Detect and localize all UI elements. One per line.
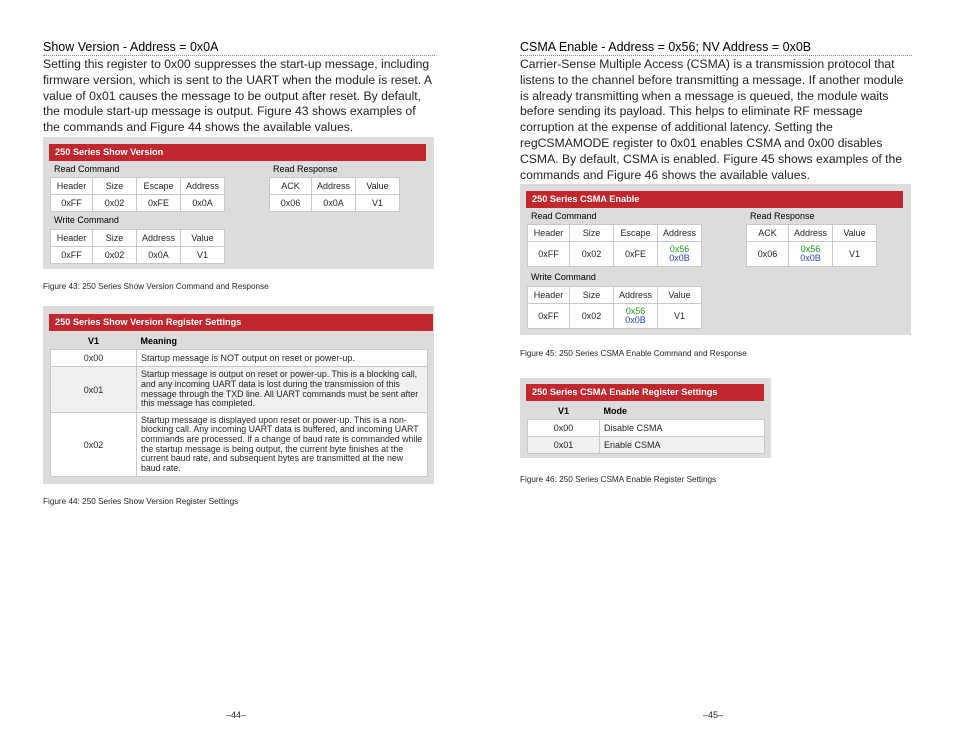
value-cell: 0x01	[528, 437, 600, 454]
table-row	[51, 413, 428, 477]
page-number: –45–	[703, 710, 724, 720]
table-header-cell: ACK	[270, 178, 312, 195]
table-cell: V1	[658, 304, 702, 329]
table-cell: V1	[833, 242, 877, 267]
read-command-label: Read Command	[54, 164, 120, 174]
mode-cell: Disable CSMA	[600, 420, 765, 437]
value-cell: 0x01	[51, 367, 137, 413]
section-title: Show Version - Address = 0x0A	[43, 40, 435, 56]
figure-46-caption: Figure 46: 250 Series CSMA Enable Register Settings	[520, 475, 717, 484]
table-header-cell: Value	[181, 230, 225, 247]
panel-title: 250 Series CSMA Enable	[526, 191, 903, 208]
register-table	[527, 402, 765, 454]
figure-43-caption: Figure 43: 250 Series Show Version Command and Response	[43, 282, 269, 291]
value-cell: 0x00	[51, 350, 137, 367]
address-cell	[789, 242, 833, 267]
read-response-label: Read Response	[273, 164, 338, 174]
address-cell: 0x0A	[181, 195, 225, 212]
write-command-label: Write Command	[531, 272, 596, 282]
table-header-cell: Header	[528, 287, 570, 304]
panel-title: 250 Series CSMA Enable Register Settings	[526, 384, 764, 401]
nv-address-value: 0x0B	[669, 253, 690, 263]
address-cell: 0x0A	[312, 195, 356, 212]
table-cell: V1	[356, 195, 400, 212]
table-header-cell: Header	[51, 178, 93, 195]
table-cell: 0xFF	[51, 195, 93, 212]
column-header: V1	[528, 402, 600, 420]
table-cell: 0xFF	[528, 242, 570, 267]
table-cell: V1	[181, 247, 225, 264]
table-header-cell: Size	[570, 287, 614, 304]
table-row	[51, 350, 428, 367]
table-header-cell: Header	[51, 230, 93, 247]
value-cell: 0x02	[51, 413, 137, 477]
show-version-command-panel	[43, 137, 434, 269]
table-header-cell: Size	[570, 225, 614, 242]
body-paragraph: Carrier-Sense Multiple Access (CSMA) is a transmission protocol that listens to the channel before transmitting a message. If another module is already transmitting when a message is queued, the module waits before sending its payload. This helps to eliminate RF message corruption at the expense of additional latency. Setting the regCSMAMODE register to 0x01 enables CSMA and 0x00 disables CSMA. By default, CSMA is enabled. Figure 45 shows examples of the commands and Figure 46 shows the available values.	[520, 57, 904, 182]
panel-title: 250 Series Show Version	[49, 144, 426, 161]
table-cell: 0x02	[570, 304, 614, 329]
table-header-cell: Size	[93, 178, 137, 195]
write-command-table	[527, 286, 702, 329]
table-row	[528, 437, 765, 454]
table-cell: 0x06	[270, 195, 312, 212]
table-cell: 0x02	[93, 195, 137, 212]
mode-cell: Enable CSMA	[600, 437, 765, 454]
figure-45-caption: Figure 45: 250 Series CSMA Enable Command and Response	[520, 349, 747, 358]
read-command-label: Read Command	[531, 211, 597, 221]
read-command-table	[50, 177, 225, 212]
table-header-cell: Address	[658, 225, 702, 242]
meaning-cell: Startup message is output on reset or power-up. This is a blocking call, and any incoming UART data is lost during the transmission of this message through the TXD line. All UART commands must be sent after this message has completed.	[137, 367, 428, 413]
read-response-table	[269, 177, 400, 212]
read-response-label: Read Response	[750, 211, 815, 221]
table-cell: 0xFF	[51, 247, 93, 264]
table-header-cell: ACK	[747, 225, 789, 242]
table-header-cell: Escape	[614, 225, 658, 242]
table-cell: 0xFE	[137, 195, 181, 212]
column-header: Mode	[600, 402, 765, 420]
address-cell	[614, 304, 658, 329]
table-header-cell: Value	[356, 178, 400, 195]
table-header-cell: Address	[181, 178, 225, 195]
csma-enable-command-panel	[520, 184, 911, 335]
table-header-cell: Address	[312, 178, 356, 195]
table-header-cell: Size	[93, 230, 137, 247]
table-header-cell: Address	[614, 287, 658, 304]
address-value: 0x56	[669, 244, 690, 254]
value-cell: 0x00	[528, 420, 600, 437]
table-header-cell: Address	[789, 225, 833, 242]
table-cell: 0xFF	[528, 304, 570, 329]
read-response-table	[746, 224, 877, 267]
address-value: 0x56	[800, 244, 821, 254]
read-command-table	[527, 224, 702, 267]
panel-title: 250 Series Show Version Register Settings	[49, 314, 433, 331]
show-version-register-panel	[43, 306, 434, 484]
address-cell	[658, 242, 702, 267]
figure-44-caption: Figure 44: 250 Series Show Version Register Settings	[43, 497, 239, 506]
column-header: Meaning	[137, 332, 428, 350]
table-header-cell: Escape	[137, 178, 181, 195]
nv-address-value: 0x0B	[800, 253, 821, 263]
table-row	[528, 420, 765, 437]
address-value: 0x56	[625, 306, 646, 316]
register-table	[50, 332, 428, 477]
table-cell: 0x02	[570, 242, 614, 267]
table-header-cell: Address	[137, 230, 181, 247]
meaning-cell: Startup message is displayed upon reset or power-up. This is a non-blocking call. Any incoming UART data is buffered, and incoming UART commands are processed. If a change of baud rate is commanded while the startup message is being output, the current byte finishes at the current baud rate, and subsequent bytes are transmitted at the new baud rate.	[137, 413, 428, 477]
address-cell: 0x0A	[137, 247, 181, 264]
csma-enable-register-panel	[520, 378, 771, 458]
nv-address-value: 0x0B	[625, 315, 646, 325]
table-header-cell: Value	[658, 287, 702, 304]
table-cell: 0xFE	[614, 242, 658, 267]
section-title: CSMA Enable - Address = 0x56; NV Address = 0x0B	[520, 40, 912, 56]
table-header-cell: Value	[833, 225, 877, 242]
table-row	[51, 367, 428, 413]
write-command-label: Write Command	[54, 215, 119, 225]
table-header-cell: Header	[528, 225, 570, 242]
write-command-table	[50, 229, 225, 264]
page-number: –44–	[226, 710, 247, 720]
table-cell: 0x02	[93, 247, 137, 264]
table-cell: 0x06	[747, 242, 789, 267]
column-header: V1	[51, 332, 137, 350]
body-paragraph: Setting this register to 0x00 suppresses the start-up message, including firmware version, which is sent to the UART when the module is reset. A value of 0x01 causes the message to be output after reset. By default, the module start-up message is output. Figure 43 shows examples of the commands and Figure 44 shows the available values.	[43, 57, 432, 135]
meaning-cell: Startup message is NOT output on reset or power-up.	[137, 350, 428, 367]
